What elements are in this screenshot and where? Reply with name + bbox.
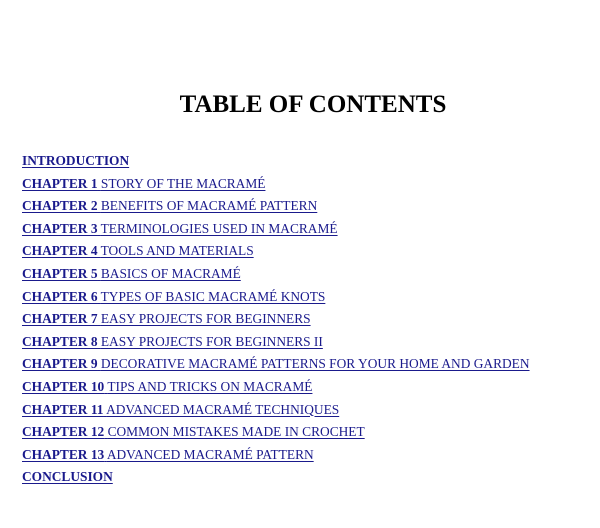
toc-link-chapter-12[interactable] — [22, 424, 365, 439]
toc-link-introduction[interactable] — [22, 153, 129, 168]
toc-link-chapter-13[interactable] — [22, 447, 314, 462]
toc-link-chapter-4[interactable] — [22, 243, 254, 258]
toc-chapter-label: CHAPTER 1 — [22, 175, 98, 191]
toc-chapter-label: INTRODUCTION — [22, 153, 130, 168]
toc-chapter-title: TYPES OF BASIC MACRAMÉ KNOTS — [100, 288, 326, 304]
toc-entry-chapter-3 — [22, 218, 530, 241]
toc-link-chapter-10[interactable] — [22, 379, 312, 394]
toc-chapter-title: TIPS AND TRICKS ON MACRAMÉ — [107, 378, 313, 394]
toc-chapter-title: STORY OF THE MACRAMÉ — [100, 175, 266, 191]
toc-chapter-title: TERMINOLOGIES USED IN MACRAMÉ — [100, 220, 338, 236]
toc-entry-chapter-5 — [22, 263, 530, 286]
toc-entry-chapter-10 — [22, 376, 530, 399]
toc-chapter-label: CHAPTER 10 — [22, 378, 105, 394]
toc-chapter-title: ADVANCED MACRAMÉ PATTERN — [106, 446, 314, 462]
toc-link-conclusion[interactable] — [22, 469, 113, 484]
toc-chapter-title: BASICS OF MACRAMÉ — [100, 265, 241, 281]
table-of-contents — [22, 150, 530, 489]
toc-chapter-title: BENEFITS OF MACRAMÉ PATTERN — [100, 198, 318, 214]
toc-chapter-label: CHAPTER 5 — [22, 265, 98, 281]
toc-chapter-label: CHAPTER 11 — [22, 401, 104, 417]
toc-chapter-label: CHAPTER 13 — [22, 446, 105, 462]
toc-entry-chapter-8 — [22, 331, 530, 354]
toc-chapter-label: CHAPTER 12 — [22, 424, 105, 440]
toc-entry-chapter-13 — [22, 444, 530, 467]
toc-chapter-title: DECORATIVE MACRAMÉ PATTERNS FOR YOUR HOME AND GARDEN — [100, 356, 530, 372]
toc-link-chapter-9[interactable] — [22, 356, 530, 371]
toc-chapter-title: EASY PROJECTS FOR BEGINNERS II — [100, 333, 323, 349]
toc-entry-chapter-11 — [22, 399, 530, 422]
toc-chapter-label: CHAPTER 4 — [22, 243, 98, 259]
toc-entry-chapter-9 — [22, 353, 530, 376]
page-title: TABLE OF CONTENTS — [179, 91, 447, 118]
toc-chapter-title: TOOLS AND MATERIALS — [100, 243, 254, 259]
toc-chapter-title: ADVANCED MACRAMÉ TECHNIQUES — [106, 401, 340, 417]
toc-link-chapter-7[interactable] — [22, 311, 311, 326]
toc-chapter-label: CHAPTER 3 — [22, 220, 98, 236]
toc-link-chapter-8[interactable] — [22, 334, 323, 349]
toc-link-chapter-2[interactable] — [22, 198, 317, 213]
toc-link-chapter-6[interactable] — [22, 289, 325, 304]
toc-chapter-title: COMMON MISTAKES MADE IN CROCHET — [107, 424, 365, 440]
toc-entry-chapter-7 — [22, 308, 530, 331]
toc-entry-chapter-1 — [22, 173, 530, 196]
toc-entry-chapter-6 — [22, 286, 530, 309]
toc-chapter-label: CHAPTER 2 — [22, 198, 98, 214]
toc-chapter-title: EASY PROJECTS FOR BEGINNERS — [100, 311, 311, 327]
toc-entry-chapter-12 — [22, 421, 530, 444]
toc-entry-introduction — [22, 150, 530, 173]
toc-chapter-label: CONCLUSION — [22, 469, 113, 485]
toc-entry-chapter-2 — [22, 195, 530, 218]
toc-chapter-label: CHAPTER 8 — [22, 333, 98, 349]
toc-link-chapter-5[interactable] — [22, 266, 241, 281]
toc-link-chapter-3[interactable] — [22, 221, 338, 236]
toc-link-chapter-1[interactable] — [22, 176, 265, 191]
toc-chapter-label: CHAPTER 6 — [22, 288, 98, 304]
toc-entry-conclusion — [22, 466, 530, 489]
toc-chapter-label: CHAPTER 9 — [22, 356, 98, 372]
toc-link-chapter-11[interactable] — [22, 402, 339, 417]
toc-entry-chapter-4 — [22, 240, 530, 263]
toc-chapter-label: CHAPTER 7 — [22, 311, 98, 327]
